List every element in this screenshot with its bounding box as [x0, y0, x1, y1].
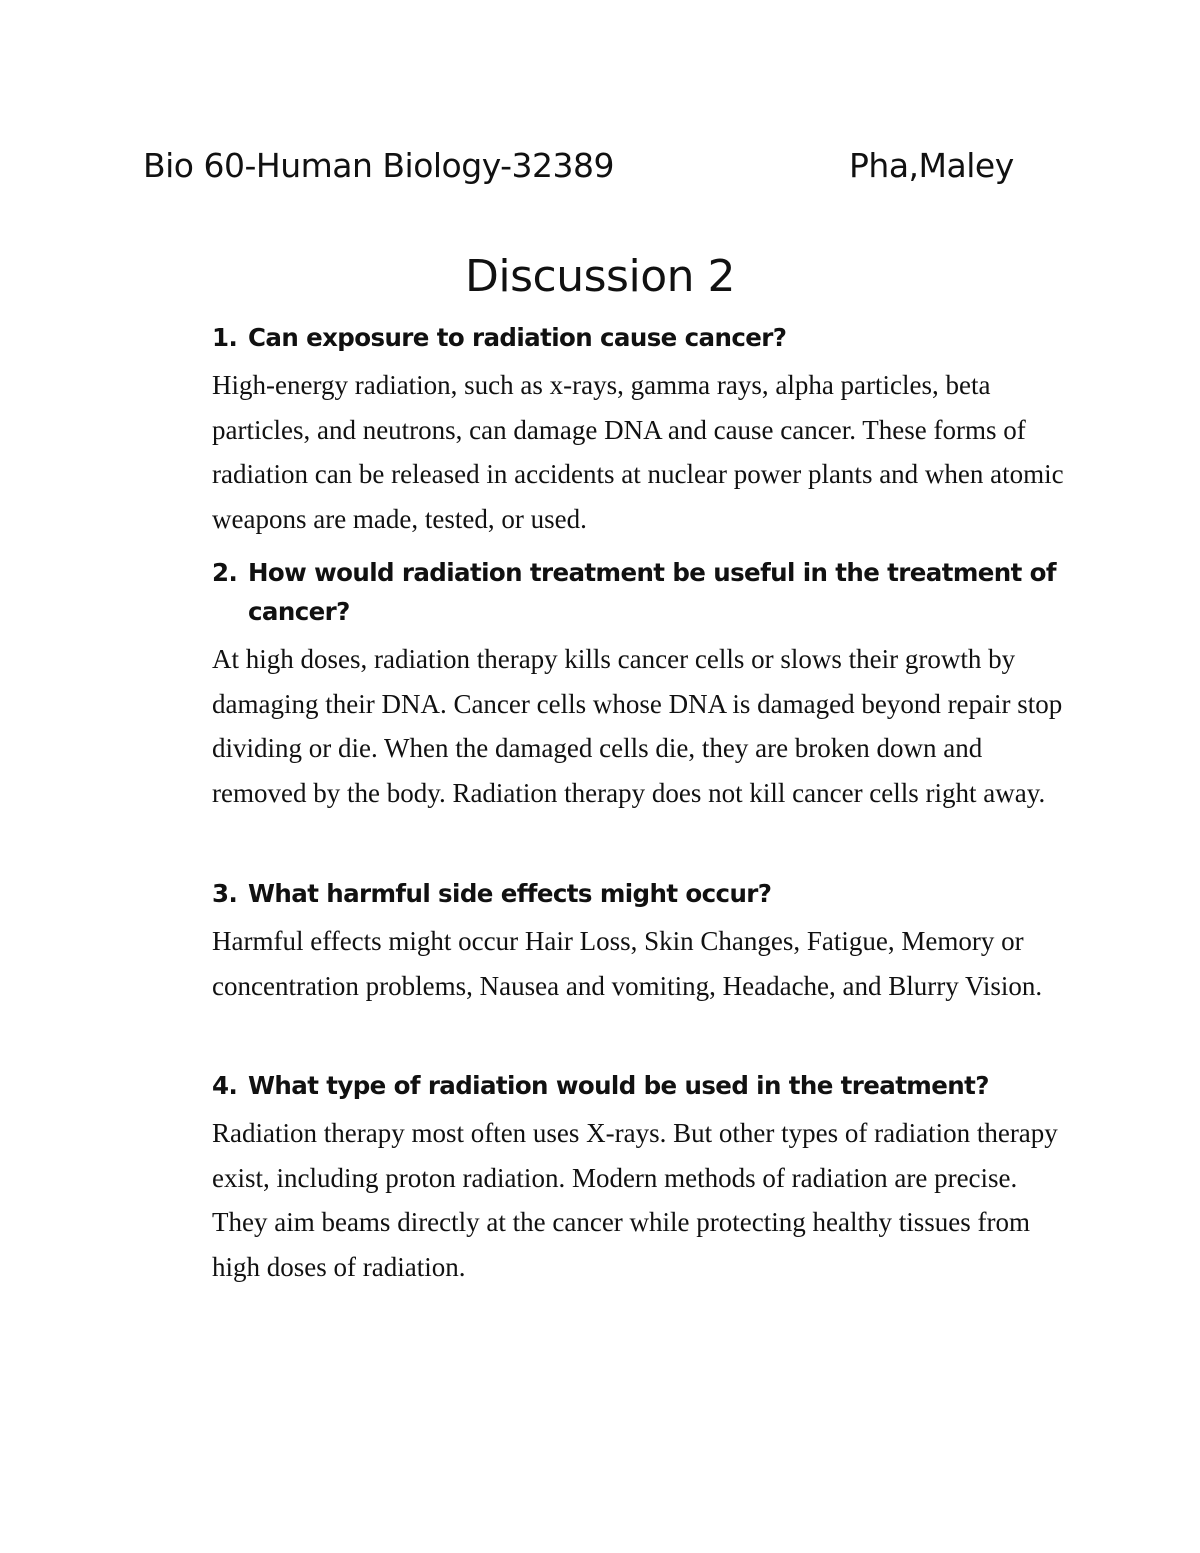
document-header	[143, 146, 1013, 196]
course-name: Bio 60-Human Biology-32389	[143, 146, 615, 185]
question-heading	[212, 318, 1072, 357]
question-number: 1.	[212, 323, 238, 352]
question-text: Can exposure to radiation cause cancer?	[248, 323, 787, 352]
answer-paragraph: Radiation therapy most often uses X-rays. But other types of radiation therapy exist, including proton radiation. Modern methods of radiation are precise. They aim beams directly at the cancer while protecting healthy tissues from high doses of radiation.	[212, 1118, 1058, 1282]
qa-item-1	[212, 318, 1072, 541]
student-name: Pha,Maley	[849, 146, 1014, 185]
qa-item-2	[212, 553, 1072, 815]
qa-item-3	[212, 874, 1072, 1008]
page-title: Discussion 2	[465, 251, 735, 302]
question-number: 4.	[212, 1071, 238, 1100]
qa-item-4	[212, 1066, 1072, 1289]
answer-paragraph: High-energy radiation, such as x-rays, gamma rays, alpha particles, beta particles, and neutrons, can damage DNA and cause cancer. These forms of radiation can be released in accidents at nuclear power plants and when atomic weapons are made, tested, or used.	[212, 370, 1064, 534]
question-heading	[212, 1066, 1072, 1105]
question-heading	[212, 553, 1072, 631]
question-number: 3.	[212, 879, 238, 908]
question-text: What type of radiation would be used in the treatment?	[248, 1071, 989, 1100]
question-text: What harmful side effects might occur?	[248, 879, 772, 908]
question-text: How would radiation treatment be useful in the treatment of cancer?	[248, 558, 1056, 626]
answer-paragraph: At high doses, radiation therapy kills cancer cells or slows their growth by damaging their DNA. Cancer cells whose DNA is damaged beyond repair stop dividing or die. When the damaged cells die, they are broken down and removed by the body. Radiation therapy does not kill cancer cells right away.	[212, 644, 1063, 808]
question-number: 2.	[212, 558, 238, 587]
question-heading	[212, 874, 1072, 913]
answer-paragraph: Harmful effects might occur Hair Loss, Skin Changes, Fatigue, Memory or concentration problems, Nausea and vomiting, Headache, and Blurry Vision.	[212, 926, 1043, 1001]
